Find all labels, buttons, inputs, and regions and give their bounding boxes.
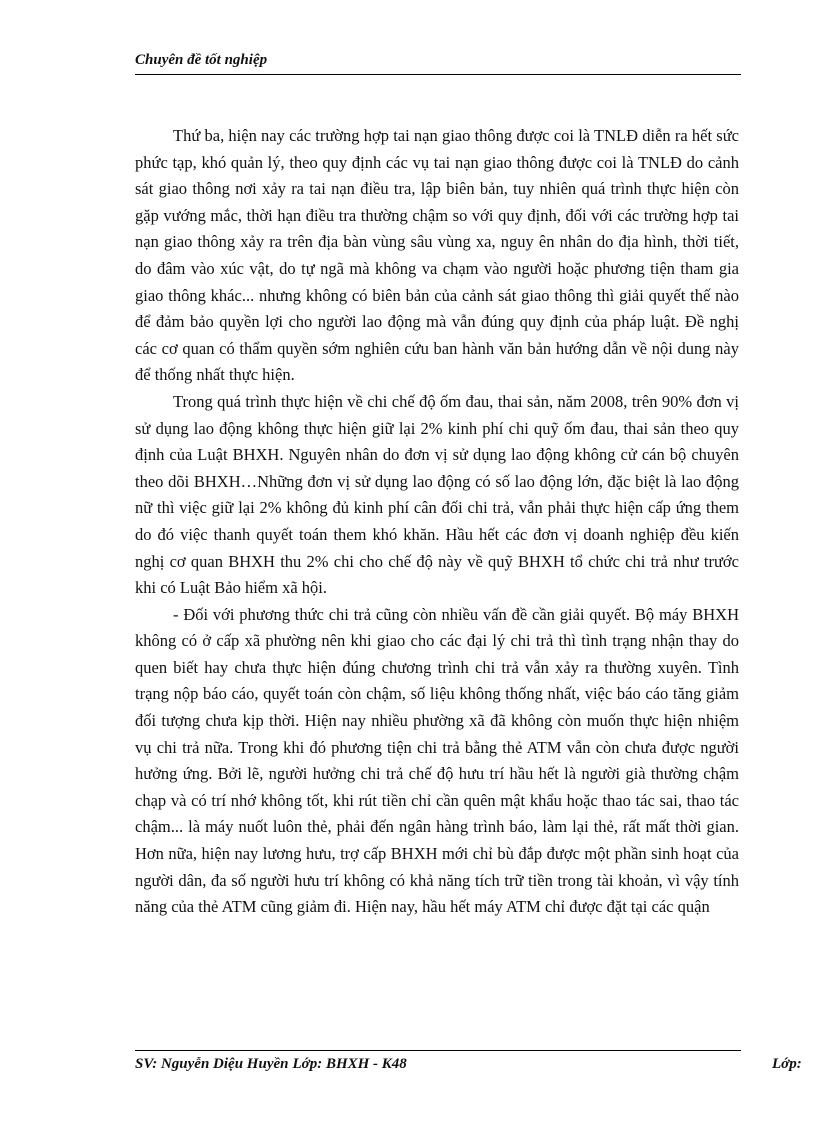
paragraph-sickness-maternity: Trong quá trình thực hiện về chi chế độ ốm đau, thai sản, năm 2008, trên 90% đơn vị sử dụng lao động không thực hiện giữ lại 2% kinh phí chi quỹ ốm đau, thai sản theo quy định của Luật BHXH. Nguyên nhân do đơn vị sử dụng lao động không cử cán bộ chuyên theo dõi BHXH…Những đơn vị sử dụng lao động có số lao động lớn, đặc biệt là lao động nữ thì việc giữ lại 2% không đủ kinh phí cân đối chi trả, vẫn phải thực hiện cấp ứng them do đó việc thanh quyết toán them khó khăn. Hầu hết các đơn vị doanh nghiệp đều kiến nghị cơ quan BHXH thu 2% chi cho chế độ này về quỹ BHXH tổ chức chi trả như trước khi có Luật Bảo hiểm xã hội. xyxy=(135,391,739,598)
footer-student: SV: Nguyễn Diệu Huyền xyxy=(135,1056,289,1072)
footer-divider xyxy=(135,1050,741,1051)
header-title: Chuyên đề tốt nghiệp xyxy=(135,52,268,68)
page-footer xyxy=(135,1056,407,1073)
paragraph-payment-method: - Đối với phương thức chi trả cũng còn nhiều vấn đề cần giải quyết. Bộ máy BHXH không có ở cấp xã phường nên khi giao cho các đại lý chi trả thì tình trạng nhận thay do quen biết hay chưa thực hiện đúng chương trình chi trả vẫn xảy ra thường xuyên. Tình trạng nộp báo cáo, quyết toán còn chậm, số liệu không thống nhất, việc báo cáo tăng giảm đối tượng chưa kịp thời. Hiện nay nhiều phường xã đã không còn muốn thực hiện nhiệm vụ chi trả nữa. Trong khi đó phương tiện chi trả bằng thẻ ATM vẫn còn chưa được người hưởng ứng. Bởi lẽ, người hưởng chi trả chế độ hưu trí hầu hết là người già thường chậm chạp và có trí nhớ không tốt, khi rút tiền chỉ cần quên mật khẩu hoặc thao tác sai, thao tác chậm... là máy nuốt luôn thẻ, phải đến ngân hàng trình báo, làm lại thẻ, rất mất thời gian. Hơn nữa, hiện nay lương hưu, trợ cấp BHXH mới chỉ bù đắp được một phần sinh hoạt của người dân, đa số người hưu trí không có khả năng tích trữ tiền trong tài khoản, vì vậy tính năng của thẻ ATM cũng giảm đi. Hiện nay, hầu hết máy ATM chỉ được đặt tại các quận xyxy=(135,604,739,917)
footer-class: Lớp: BHXH - K48 xyxy=(292,1056,407,1072)
footer-class-right: Lớp: xyxy=(772,1056,802,1072)
paragraph-traffic-accidents: Thứ ba, hiện nay các trường hợp tai nạn giao thông được coi là TNLĐ diễn ra hết sức phức tạp, khó quản lý, theo quy định các vụ tai nạn giao thông được coi là TNLĐ do cảnh sát giao thông nơi xảy ra tai nạn điều tra, lập biên bản, tuy nhiên quá trình thực hiện còn gặp vướng mắc, thời hạn điều tra thường chậm so với quy định, đối với các trường hợp tai nạn giao thông xảy ra trên địa bàn vùng sâu vùng xa, nguy ên nhân do địa hình, thời tiết, do đâm vào xúc vật, do tự ngã mà không va chạm vào người hoặc phương tiện tham gia giao thông khác... nhưng không có biên bản của cảnh sát giao thông thì giải quyết thế nào để đảm bảo quyền lợi cho người lao động mà vẫn đúng quy định của pháp luật. Đề nghị các cơ quan có thẩm quyền sớm nghiên cứu ban hành văn bản hướng dẫn về nội dung này để thống nhất thực hiện. xyxy=(135,126,739,385)
document-body xyxy=(135,123,739,921)
page-header xyxy=(135,50,741,75)
